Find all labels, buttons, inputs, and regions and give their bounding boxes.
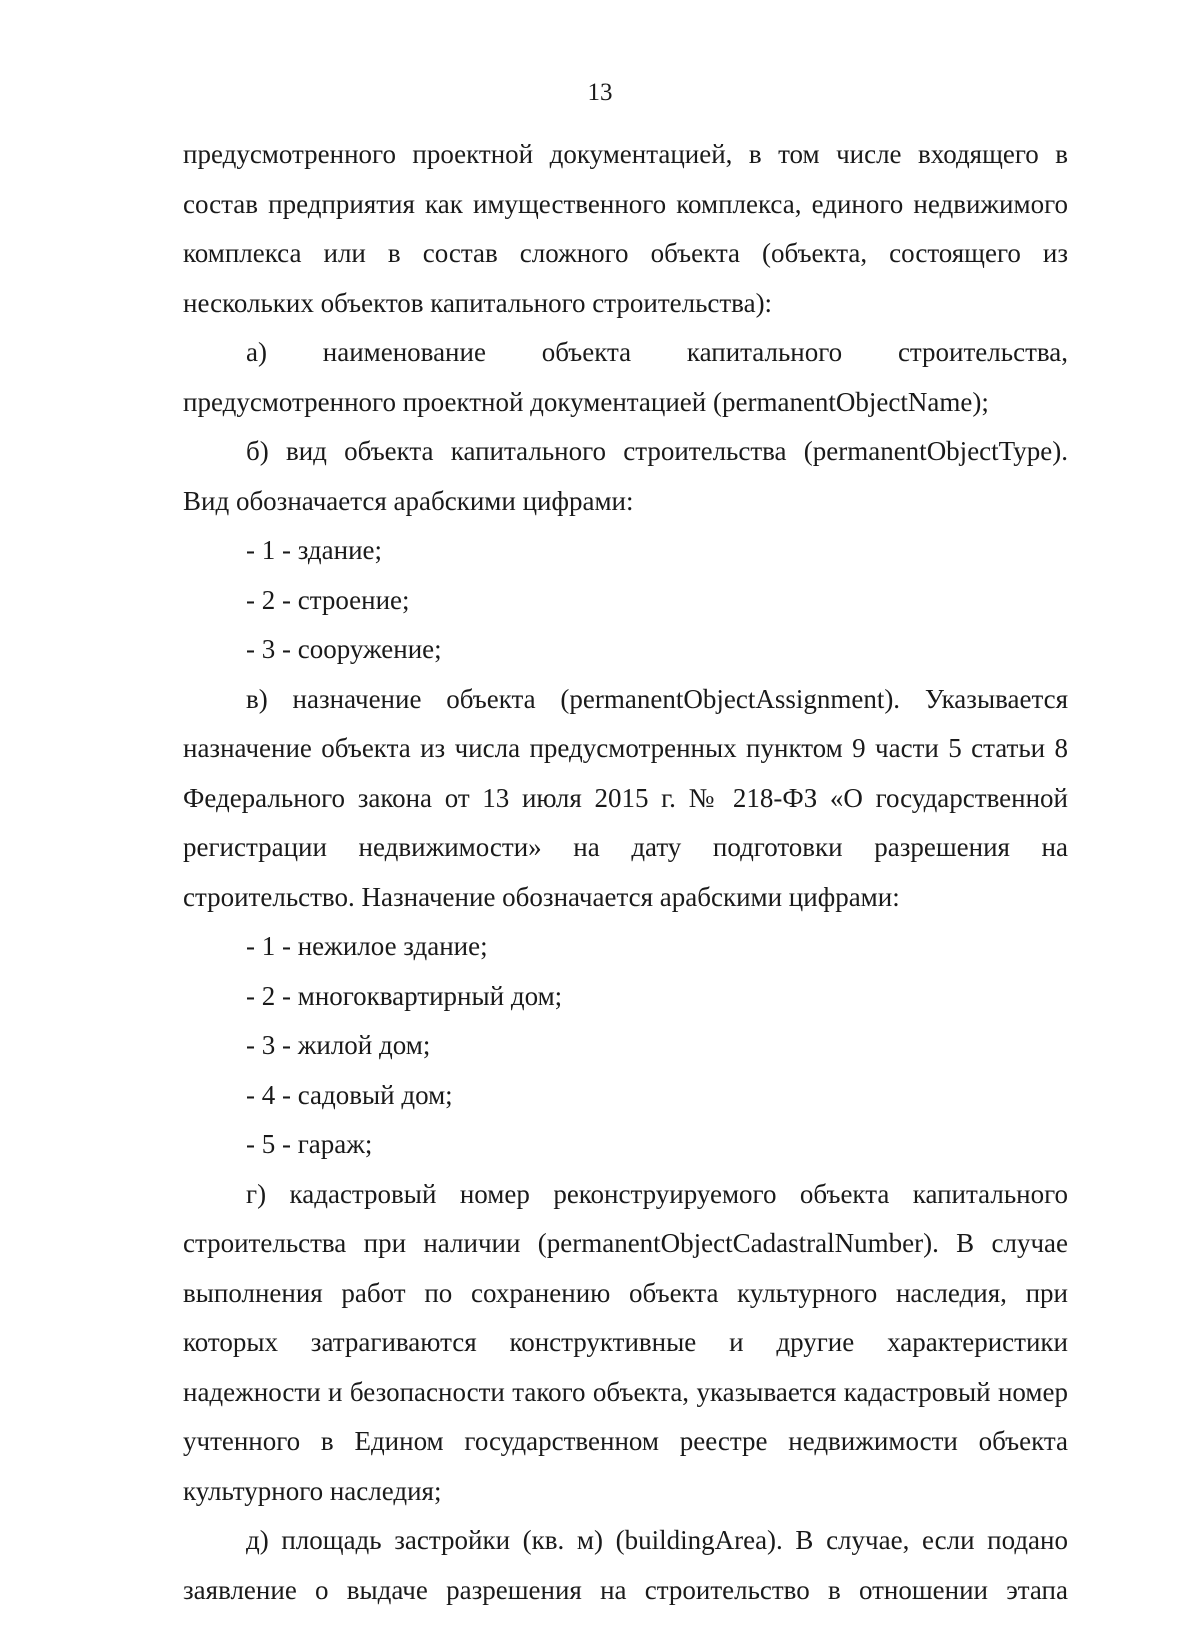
document-body [183,130,1068,1615]
page-number: 13 [587,79,613,106]
paragraph-item-b: б) вид объекта капитального строительства (permanentObjectType). Вид обозначается арабскими цифрами: [183,436,1068,516]
list-item: - 1 - здание; [246,535,383,565]
paragraph-item-g: г) кадастровый номер реконструируемого объекта капитального строительства при наличии (permanentObjectCadastralNumber). В случае выполнения работ по сохранению объекта культурного наследия, при которых затрагиваются конструктивные и другие характеристики надежности и безопасности такого объекта, указывается кадастровый номер учтенного в Едином государственном реестре недвижимости объекта культурного наследия; [183,1178,1068,1506]
list-item: - 1 - нежилое здание; [246,931,488,961]
list-item: - 4 - садовый дом; [246,1079,453,1110]
paragraph-item-d: д) площадь застройки (кв. м) (buildingArea). В случае, если подано заявление о выдаче разрешения на строительство в отношении этапа [183,1525,1068,1605]
paragraph-item-v: в) назначение объекта (permanentObjectAssignment). Указывается назначение объекта из числа предусмотренных пунктом 9 части 5 статьи 8 Федерального закона от 13 июля 2015 г. № 218-ФЗ «О государственной регистрации недвижимости» на дату подготовки разрешения на строительство. Назначение обозначается арабскими цифрами: [183,683,1068,912]
paragraph-intro-continuation: предусмотренного проектной документацией, в том числе входящего в состав предприятия как имущественного комплекса, единого недвижимого комплекса или в состав сложного объекта (объекта, состоящего из нескольких объектов капитального строительства): [183,139,1068,318]
list-item: - 5 - гараж; [246,1129,373,1159]
list-item: - 3 - жилой дом; [246,1030,431,1060]
paragraph-item-a: а) наименование объекта капитального строительства, предусмотренного проектной документацией (permanentObjectName); [183,337,1068,417]
list-item: - 2 - строение; [246,584,410,615]
list-item: - 2 - многоквартирный дом; [246,980,563,1011]
list-item: - 3 - сооружение; [246,634,442,664]
